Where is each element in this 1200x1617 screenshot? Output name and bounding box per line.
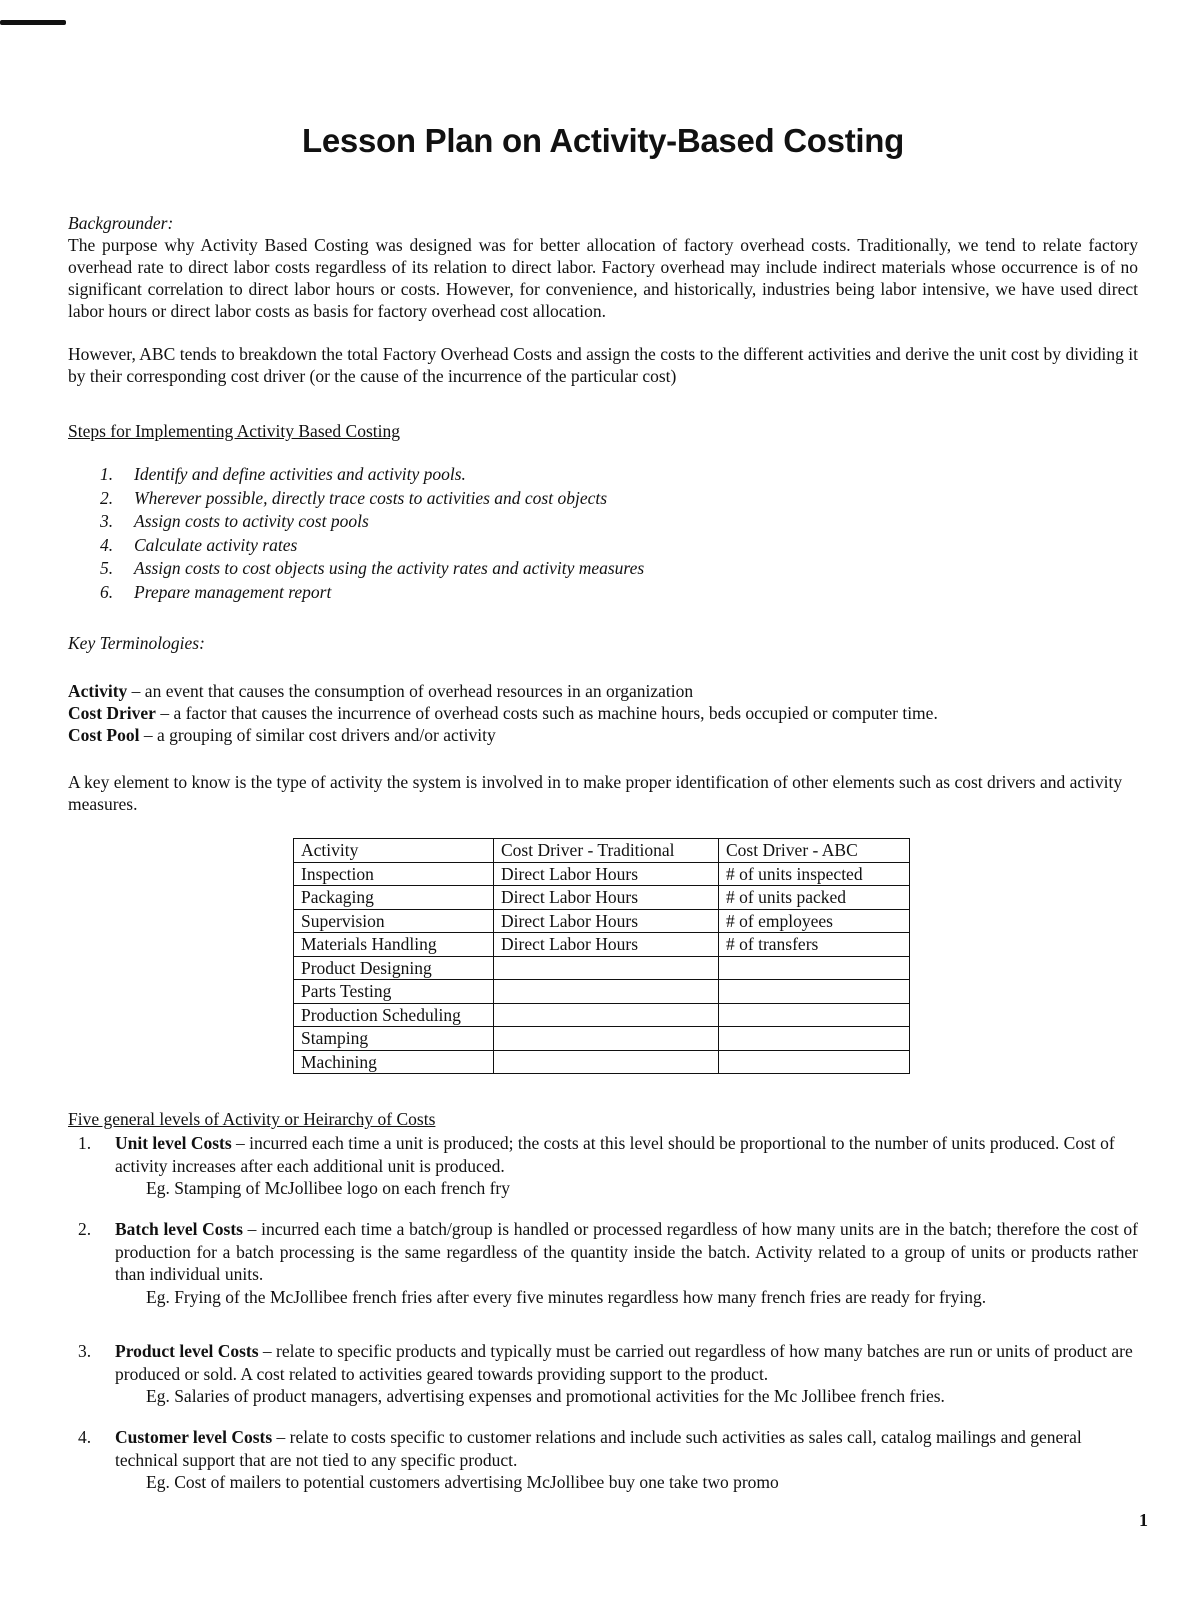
list-item: 2. Wherever possible, directly trace costs to activities and cost objects [100,487,608,508]
backgrounder-label: Backgrounder: [68,213,174,233]
table-cell [494,980,719,1004]
page-number: 1 [1139,1510,1148,1530]
activity-cost-driver-table [293,838,910,1074]
list-item: 4. Calculate activity rates [100,534,298,555]
table-cell: Inspection [294,862,494,886]
level-item-batch: 2. Batch level Costs – incurred each time a batch/group is handled or processed regardless of how many units are in the batch; therefore the cost of production for a batch processing is the same regardless of the quantity inside the batch. Activity related to a group of units or products rather than individual units. Eg. Frying of the McJollibee french fries after every five minutes regardless how many french fries are ready for frying. [78,1219,1138,1307]
table-row [294,1027,910,1051]
table-cell [719,956,910,980]
table-row [294,909,910,933]
table-header-cell: Activity [294,839,494,863]
table-header-row [294,839,910,863]
table-cell: Product Designing [294,956,494,980]
level-item-unit: 1. Unit level Costs – incurred each time a unit is produced; the costs at this level should be proportional to the number of units produced. Cost of activity increases after each additional unit is produced. Eg. Stamping of McJollibee logo on each french fry [78,1133,1115,1198]
table-cell: Direct Labor Hours [494,909,719,933]
table-cell: Materials Handling [294,933,494,957]
backgrounder-paragraph-1: The purpose why Activity Based Costing was designed was for better allocation of factory overhead costs. Traditionally, we tend to relate factory overhead rate to direct labor costs regardless of its relation to direct labor. Factory overhead may include indirect materials whose occurrence is of no significant correlation to direct labor hours or costs. However, for convenience, and historically, industries being labor intensive, we have used direct labor hours or direct labor costs as basis for factory overhead cost allocation. [68,235,1138,321]
levels-heading: Five general levels of Activity or Heirarchy of Costs [68,1109,436,1129]
table-cell: Packaging [294,886,494,910]
table-row [294,980,910,1004]
terminologies-list [68,680,1138,746]
table-cell: Machining [294,1050,494,1074]
table-cell: # of units inspected [719,862,910,886]
page-title: Lesson Plan on Activity-Based Costing [302,122,904,159]
table-row [294,862,910,886]
table-cell: # of transfers [719,933,910,957]
table-cell: Direct Labor Hours [494,933,719,957]
table-cell: Production Scheduling [294,1003,494,1027]
table-cell: Stamping [294,1027,494,1051]
table-cell [494,1027,719,1051]
table-row [294,886,910,910]
terminologies-heading: Key Terminologies: [68,633,205,653]
table-cell [719,1027,910,1051]
table-row [294,956,910,980]
list-item: 1. Identify and define activities and activity pools. [100,464,466,484]
key-element-paragraph: A key element to know is the type of activity the system is involved in to make proper identification of other elements such as cost drivers and activity measures. [68,772,1123,814]
steps-list [68,463,644,604]
table-row [294,1003,910,1027]
level-item-product: 3. Product level Costs – relate to specific products and typically must be carried out regardless of how many batches are run or units of product are produced or sold. A cost related to activities geared towards providing support to the product. Eg. Salaries of product managers, advertising expenses and promotional activities for the Mc Jollibee french fries. [78,1341,1133,1406]
table-cell [494,1050,719,1074]
backgrounder-paragraph-2: However, ABC tends to breakdown the total Factory Overhead Costs and assign the costs to the different activities and derive the unit cost by dividing it by their corresponding cost driver (or the cause of the incurrence of the particular cost) [68,344,1138,386]
table-header-cell: Cost Driver - ABC [719,839,910,863]
list-item: 6. Prepare management report [100,581,332,602]
steps-heading: Steps for Implementing Activity Based Costing [68,421,400,441]
backgrounder-section [68,212,1138,322]
table-cell [719,1003,910,1027]
term-item-cost-pool: Cost Pool – a grouping of similar cost drivers and/or activity [68,725,496,745]
term-item-cost-driver: Cost Driver – a factor that causes the incurrence of overhead costs such as machine hours, beds occupied or computer time. [68,703,938,723]
scan-artifact-mark [0,20,66,25]
table-cell [719,980,910,1004]
table-cell: # of units packed [719,886,910,910]
table-cell [494,1003,719,1027]
table-cell: Parts Testing [294,980,494,1004]
table-cell [494,956,719,980]
term-item-activity: Activity – an event that causes the consumption of overhead resources in an organization [68,681,694,701]
table-cell: # of employees [719,909,910,933]
table-cell: Supervision [294,909,494,933]
table-row [294,1050,910,1074]
table-cell: Direct Labor Hours [494,862,719,886]
table-header-cell: Cost Driver - Traditional [494,839,719,863]
table-cell [719,1050,910,1074]
list-item: 3. Assign costs to activity cost pools [100,511,369,531]
list-item: 5. Assign costs to cost objects using the activity rates and activity measures [100,558,645,578]
level-item-customer: 4. Customer level Costs – relate to costs specific to customer relations and include such activities as sales call, catalog mailings and general technical support that are not tied to any specific product. Eg. Cost of mailers to potential customers advertising McJollibee buy one take two promo [78,1427,1082,1492]
table-row [294,933,910,957]
table-cell: Direct Labor Hours [494,886,719,910]
